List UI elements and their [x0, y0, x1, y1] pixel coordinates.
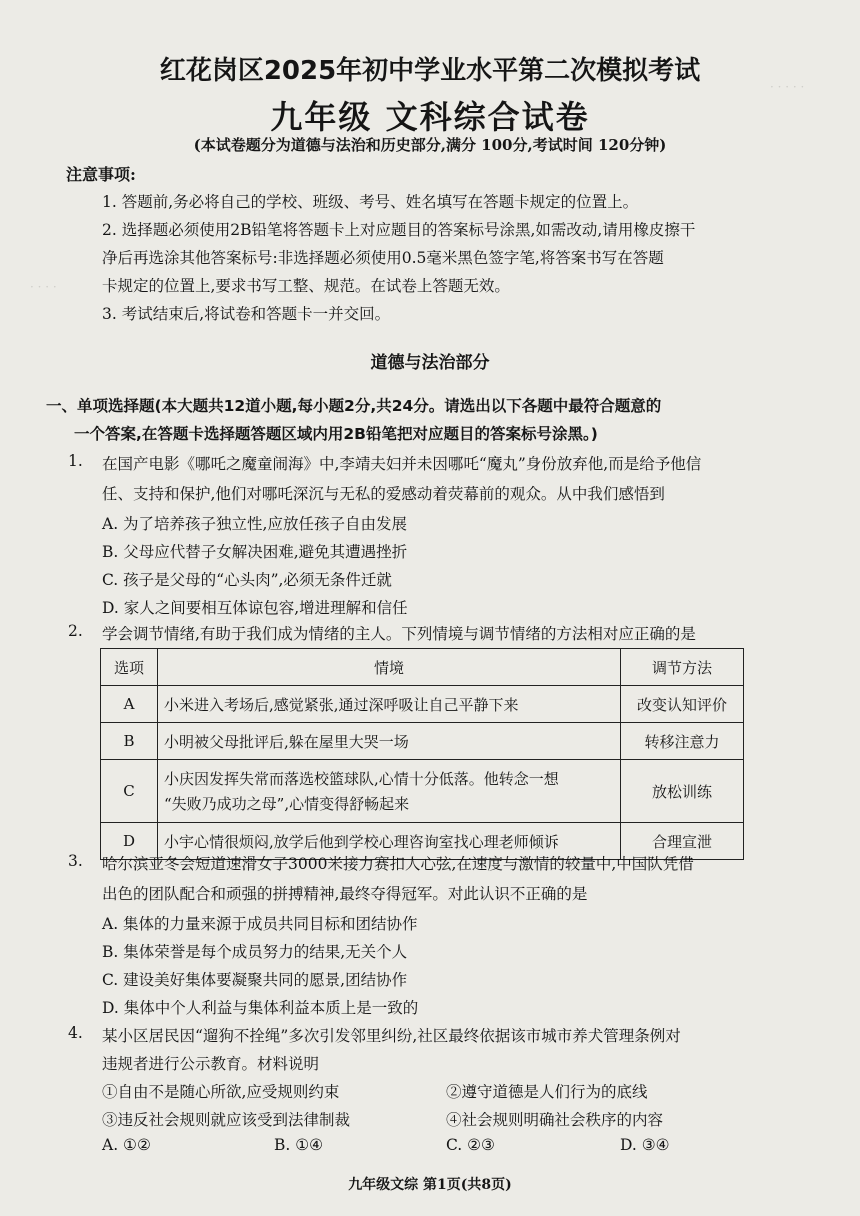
question-stem: 在国产电影《哪吒之魔童闹海》中,李靖夫妇并未因哪吒“魔丸”身份放弃他,而是给予他信: [102, 455, 702, 473]
answer-option: D. 集体中个人利益与集体利益本质上是一致的: [102, 999, 419, 1017]
statement-item: ②遵守道德是人们行为的底线: [446, 1083, 648, 1101]
table-cell-scene-line: 小庆因发挥失常而落选校篮球队,心情十分低落。他转念一想: [164, 770, 559, 788]
notice-item: 卡规定的位置上,要求书写工整、规范。在试卷上答题无效。: [102, 277, 510, 295]
answer-option: C. 建设美好集体要凝聚共同的愿景,团结协作: [102, 971, 408, 989]
bleed-through-text: · · · · ·: [770, 80, 805, 94]
table-cell-scene: 小明被父母批评后,躲在屋里大哭一场: [158, 723, 621, 760]
part-instructions: 一、单项选择题(本大题共12道小题,每小题2分,共24分。请选出以下各题中最符合题意的: [46, 397, 662, 415]
notice-item: 2. 选择题必须使用2B铅笔将答题卡上对应题目的答案标号涂黑,如需改动,请用橡皮擦干: [102, 221, 696, 239]
table-cell-option: B: [101, 723, 158, 760]
notice-item: 3. 考试结束后,将试卷和答题卡一并交回。: [102, 305, 391, 323]
answer-option: D. ③④: [620, 1136, 670, 1154]
page-footer: 九年级文综 第1页(共8页): [348, 1177, 512, 1193]
table-cell-scene-line: “失败乃成功之母”,心情变得舒畅起来: [164, 795, 410, 813]
table-row: [101, 723, 744, 760]
question-number: 1.: [68, 452, 83, 470]
statement-item: ④社会规则明确社会秩序的内容: [446, 1111, 664, 1129]
notice-item: 净后再选涂其他答案标号:非选择题必须使用0.5毫米黑色签字笔,将答案书写在答题: [102, 249, 664, 267]
answer-option: A. 为了培养孩子独立性,应放任孩子自由发展: [102, 515, 407, 533]
answer-option: B. 父母应代替子女解决困难,避免其遭遇挫折: [102, 543, 408, 561]
table-cell-scene: 小米进入考场后,感觉紧张,通过深呼吸让自己平静下来: [158, 686, 621, 723]
question-stem: 某小区居民因“遛狗不拴绳”多次引发邻里纠纷,社区最终依据该市城市养犬管理条例对: [102, 1027, 681, 1045]
answer-option: A. ①②: [102, 1136, 151, 1154]
notice-item: 1. 答题前,务必将自己的学校、班级、考号、姓名填写在答题卡规定的位置上。: [102, 193, 639, 211]
table-cell-method: 转移注意力: [621, 723, 744, 760]
exam-title: 红花岗区2025年初中学业水平第二次模拟考试: [159, 56, 701, 86]
question-stem: 违规者进行公示教育。材料说明: [102, 1055, 320, 1073]
table-header-row: [101, 649, 744, 686]
section-title: 道德与法治部分: [370, 353, 490, 373]
question-stem: 任、支持和保护,他们对哪吒深沉与无私的爱感动着荧幕前的观众。从中我们感悟到: [102, 485, 665, 503]
question-stem: 学会调节情绪,有助于我们成为情绪的主人。下列情境与调节情绪的方法相对应正确的是: [102, 625, 696, 643]
statement-item: ①自由不是随心所欲,应受规则约束: [102, 1083, 340, 1101]
table-row: [101, 760, 744, 823]
table-cell-method: 改变认知评价: [621, 686, 744, 723]
table-row: [101, 686, 744, 723]
answer-option: D. 家人之间要相互体谅包容,增进理解和信任: [102, 599, 408, 617]
table-header-cell: 选项: [101, 649, 158, 686]
question-stem: 哈尔滨亚冬会短道速滑女子3000米接力赛扣人心弦,在速度与激情的较量中,中国队凭借: [102, 855, 694, 873]
answer-option: C. 孩子是父母的“心头肉”,必须无条件迁就: [102, 571, 392, 589]
bleed-through-text: · · · ·: [30, 280, 57, 294]
part-instructions: 一个答案,在答题卡选择题答题区域内用2B铅笔把对应题目的答案标号涂黑。): [74, 425, 598, 443]
table-cell-method: 放松训练: [621, 760, 744, 823]
question-stem: 出色的团队配合和顽强的拼搏精神,最终夺得冠军。对此认识不正确的是: [102, 885, 588, 903]
table-cell-scene: [158, 760, 621, 823]
statement-item: ③违反社会规则就应该受到法律制裁: [102, 1111, 351, 1129]
answer-option: A. 集体的力量来源于成员共同目标和团结协作: [102, 915, 418, 933]
exam-subtitle: 九年级 文科综合试卷: [270, 98, 590, 136]
exam-note: (本试卷题分为道德与法治和历史部分,满分 100分,考试时间 120分钟): [193, 136, 667, 154]
table-cell-option: A: [101, 686, 158, 723]
question-number: 4.: [68, 1024, 83, 1042]
table-cell-option: D: [101, 823, 158, 860]
question-number: 2.: [68, 622, 83, 640]
answer-option: B. 集体荣誉是每个成员努力的结果,无关个人: [102, 943, 408, 961]
table-cell-option: C: [101, 760, 158, 823]
emotion-table: [100, 648, 744, 860]
table-header-cell: 调节方法: [621, 649, 744, 686]
table-cell-method: 合理宣泄: [621, 823, 744, 860]
table-cell-scene: 小宇心情很烦闷,放学后他到学校心理咨询室找心理老师倾诉: [158, 823, 621, 860]
answer-option: B. ①④: [274, 1136, 324, 1154]
table-header-cell: 情境: [158, 649, 621, 686]
answer-option: C. ②③: [446, 1136, 495, 1154]
question-number: 3.: [68, 852, 83, 870]
notice-heading: 注意事项:: [66, 165, 136, 184]
